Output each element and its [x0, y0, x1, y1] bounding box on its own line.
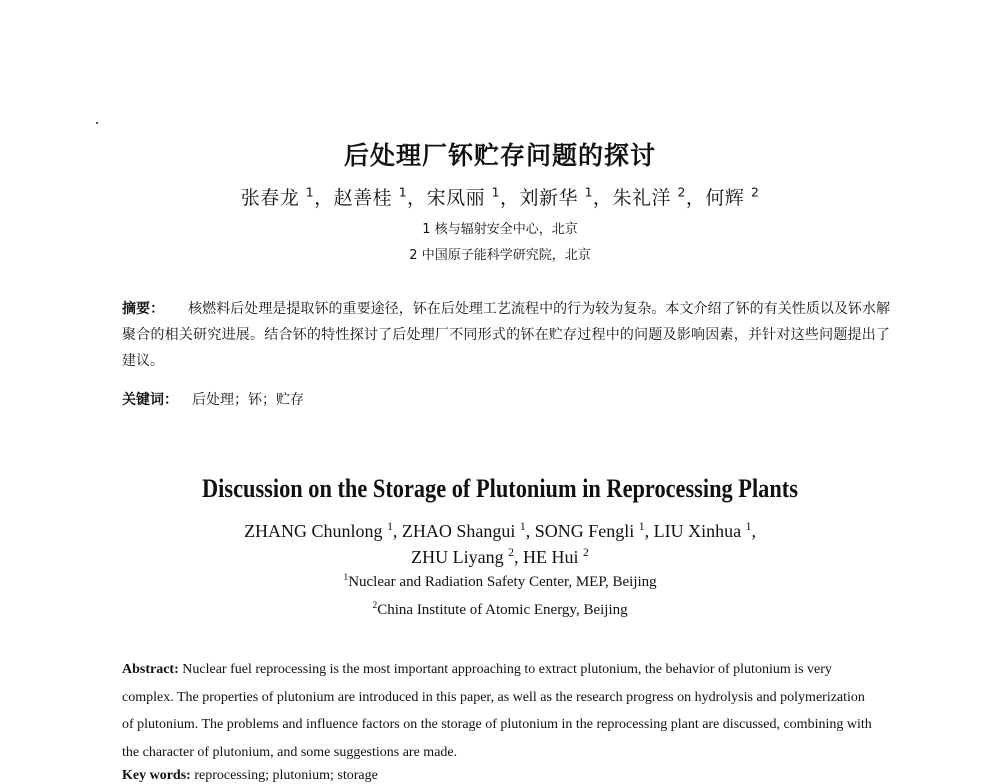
- cn-author-name: 宋凤丽: [426, 187, 486, 209]
- scan-speck: [96, 122, 98, 124]
- cn-keywords: [122, 389, 304, 409]
- en-keywords-text: reprocessing; plutonium; storage: [194, 768, 378, 783]
- en-author-name: SONG Fengli: [534, 521, 635, 541]
- en-author-affiliation-mark: 1: [638, 520, 645, 533]
- en-author-affiliation-mark: 1: [387, 520, 393, 533]
- cn-affiliation-1: 1 核与辐射安全中心，北京: [422, 222, 578, 237]
- en-author-affiliation-mark: 1: [519, 520, 526, 533]
- en-keywords-label: Key words:: [122, 768, 191, 783]
- en-author-affiliation-mark: 2: [582, 546, 589, 559]
- en-author-name: ZHANG Chunlong: [244, 521, 383, 541]
- en-affiliation-2-text: China Institute of Atomic Energy, Beijing: [377, 602, 628, 618]
- en-author-name: ZHAO Shangui: [401, 521, 516, 541]
- cn-abstract-text: 核燃料后处理是提取钚的重要途径，钚在后处理工艺流程中的行为较为复杂。本文介绍了钚的有关性质以及钚水解聚合的相关研究进展。结合钚的特性探讨了后处理厂不同形式的钚在贮存过程中的问题及影响因素，并针对这些问题提出了建议。: [122, 301, 891, 369]
- cn-author-name: 赵善桂: [333, 187, 393, 209]
- en-abstract: [122, 656, 874, 766]
- cn-author-affiliation-mark: 2: [750, 185, 760, 200]
- cn-author-name: 张春龙: [240, 187, 300, 209]
- en-title: Discussion on the Storage of Plutonium in Reprocessing Plants: [202, 474, 798, 503]
- cn-title: 后处理厂钚贮存问题的探讨: [343, 141, 656, 170]
- cn-author-name: 刘新华: [519, 187, 579, 209]
- en-affiliation-1: [0, 574, 1000, 591]
- en-affiliation-2: [0, 602, 1000, 619]
- cn-keywords-label: 关键词：: [122, 392, 178, 408]
- cn-author-affiliation-mark: 1: [398, 185, 408, 200]
- en-authors-line1: ZHANG Chunlong $^1$, ZHAO Shangui $^1$, SONG Fengli $^1$, LIU Xinhua $^1$,: [244, 520, 756, 541]
- en-affiliation-1-mark: 1: [343, 572, 349, 583]
- en-author-name: HE Hui: [522, 547, 579, 567]
- en-affiliation-2-mark: 2: [372, 600, 378, 611]
- cn-author-affiliation-mark: 1: [491, 185, 500, 200]
- cn-author-affiliation-mark: 1: [305, 185, 315, 200]
- cn-affiliation-2: 2 中国原子能科学研究院，北京: [409, 248, 591, 263]
- en-keywords: [122, 768, 378, 784]
- cn-author-name: 何辉: [705, 187, 745, 209]
- cn-author-affiliation-mark: 2: [677, 185, 686, 200]
- cn-author-affiliation-mark: 1: [584, 185, 593, 200]
- en-affiliation-1-text: Nuclear and Radiation Safety Center, MEP, Beijing: [348, 574, 657, 590]
- en-authors-line2: ZHU Liyang $^2$, HE Hui $^2$: [411, 546, 589, 567]
- cn-author-name: 朱礼洋: [612, 187, 671, 209]
- cn-author-list: 张春龙 $^1$，赵善桂 $^1$，宋凤丽 $^1$，刘新华 $^1$，朱礼洋 $^2$，何辉 $^2$: [240, 185, 760, 209]
- en-author-affiliation-mark: 1: [745, 520, 752, 533]
- en-abstract-label: Abstract:: [122, 662, 179, 677]
- cn-abstract: [122, 296, 890, 374]
- en-author-list: [0, 518, 1000, 570]
- en-author-affiliation-mark: 2: [508, 546, 514, 559]
- en-author-name: LIU Xinhua: [653, 521, 742, 541]
- cn-keywords-text: 后处理；钚；贮存: [192, 392, 304, 408]
- cn-abstract-label: 摘要：: [122, 301, 165, 317]
- en-abstract-text: Nuclear fuel reprocessing is the most important approaching to extract plutonium, the behavior of plutonium is very complex. The properties of plutonium are introduced in this paper, as well as the research progress on hydrolysis and polymerization of plutonium. The problems and influence factors on the storage of plutonium in the reprocessing plant are discussed, combining with the character of plutonium, and some suggestions are made.: [122, 662, 872, 760]
- en-author-name: ZHU Liyang: [411, 547, 504, 567]
